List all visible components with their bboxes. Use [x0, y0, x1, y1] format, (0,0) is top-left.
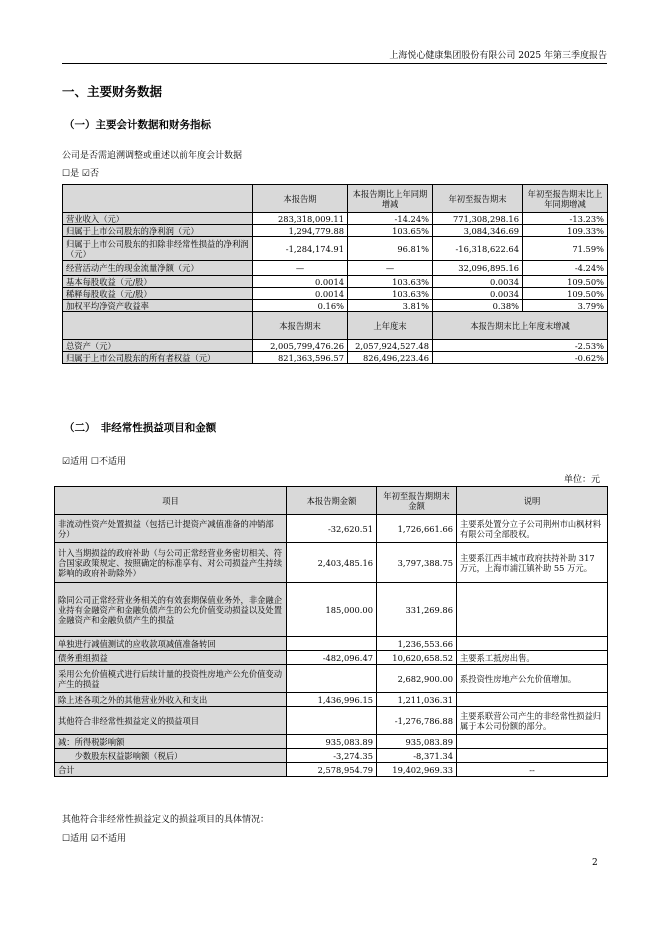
cell-note — [457, 735, 608, 749]
header-title: 上海悦心健康集团股份有限公司 2025 年第三季度报告 — [389, 51, 607, 61]
unit-label: 单位：元 — [564, 475, 601, 485]
row-label: 减：所得税影响额 — [55, 735, 287, 749]
row-label: 债务重组损益 — [55, 651, 287, 665]
cell-value: -0.62% — [433, 352, 608, 364]
cell-note: -- — [457, 763, 608, 777]
cell-value: 3,797,388.75 — [377, 543, 457, 583]
cell-value: 109.50% — [523, 288, 608, 300]
cell-value — [287, 707, 377, 735]
table-row — [63, 261, 608, 276]
key-financial-table — [62, 184, 608, 364]
cell-note: 主要系工抵房出售。 — [457, 651, 608, 665]
cell-value: 32,096,895.16 — [433, 261, 523, 276]
table-header-row — [55, 487, 608, 515]
cell-value: 71.59% — [523, 237, 608, 261]
cell-value: 0.0014 — [253, 288, 348, 300]
subsection-title-key-indicators: （一）主要会计数据和财务指标 — [64, 119, 211, 131]
cell-value: 96.81% — [348, 237, 433, 261]
table-row — [55, 543, 608, 583]
table-row — [55, 651, 608, 665]
row-label: 单独进行减值测试的应收款项减值准备转回 — [55, 637, 287, 651]
cell-value: 109.50% — [523, 276, 608, 288]
row-label: 采用公允价值模式进行后续计量的投资性房地产公允价值变动产生的损益 — [55, 665, 287, 693]
cell-value: -8,371.34 — [377, 749, 457, 763]
row-label: 经营活动产生的现金流量净额（元） — [63, 261, 253, 276]
cell-note: 系投资性房地产公允价值增加。 — [457, 665, 608, 693]
header-cell: 年初至报告期末 — [433, 185, 523, 213]
restate-options: ☐是 ☑否 — [62, 169, 99, 179]
applicable-options: ☑适用 ☐不适用 — [62, 457, 126, 467]
restate-question: 公司是否需追溯调整或重述以前年度会计数据 — [62, 151, 243, 161]
cell-value: -32,620.51 — [287, 515, 377, 543]
cell-value: 0.0034 — [433, 288, 523, 300]
cell-value: 2,682,900.00 — [377, 665, 457, 693]
table-row — [55, 735, 608, 749]
table-row — [63, 300, 608, 312]
cell-value: 109.33% — [523, 225, 608, 237]
table-row — [55, 693, 608, 707]
row-label: 少数股东权益影响额（税后） — [55, 749, 287, 763]
row-label: 计入当期损益的政府补助（与公司正常经营业务密切相关、符合国家政策规定、按照确定的标准享有、对公司损益产生持续影响的政府补助除外） — [55, 543, 287, 583]
cell-value: 10,620,658.52 — [377, 651, 457, 665]
cell-value: 2,403,485.16 — [287, 543, 377, 583]
cell-value: 19,402,969.33 — [377, 763, 457, 777]
header-cell: 项目 — [55, 487, 287, 515]
row-label: 总资产（元） — [63, 340, 253, 352]
cell-note — [457, 749, 608, 763]
cell-value: 283,318,009.11 — [253, 213, 348, 225]
row-label: 非流动性资产处置损益（包括已计提资产减值准备的冲销部分） — [55, 515, 287, 543]
row-label: 加权平均净资产收益率 — [63, 300, 253, 312]
cell-value: -4.24% — [523, 261, 608, 276]
cell-value: 1,436,996.15 — [287, 693, 377, 707]
header-cell: 本报告期 — [253, 185, 348, 213]
cell-value: -2.53% — [433, 340, 608, 352]
cell-value: — — [253, 261, 348, 276]
header-cell: 年初至报告期期末金额 — [377, 487, 457, 515]
cell-note: 主要系江西丰城市政府扶持补助 317 万元，上海市浦江镇补助 55 万元。 — [457, 543, 608, 583]
header-cell: 本报告期末比上年度末增减 — [433, 312, 608, 340]
cell-note: 主要系联营公司产生的非经常性损益归属于本公司份额的部分。 — [457, 707, 608, 735]
header-cell: 上年度末 — [348, 312, 433, 340]
header-cell — [63, 312, 253, 340]
cell-value: 1,211,036.31 — [377, 693, 457, 707]
cell-value: 2,057,924,527.48 — [348, 340, 433, 352]
other-applicable-options: ☐适用 ☑不适用 — [62, 834, 126, 844]
cell-value: -16,318,622.64 — [433, 237, 523, 261]
cell-value: 935,083.89 — [287, 735, 377, 749]
cell-value: 0.0014 — [253, 276, 348, 288]
table-row — [63, 276, 608, 288]
table-row — [55, 637, 608, 651]
table-row — [55, 665, 608, 693]
header-cell: 说明 — [457, 487, 608, 515]
table-row — [63, 237, 608, 261]
cell-value: 826,496,223.46 — [348, 352, 433, 364]
table-header-row — [63, 312, 608, 340]
row-label: 其他符合非经常性损益定义的损益项目 — [55, 707, 287, 735]
table-row — [63, 352, 608, 364]
cell-value: 821,363,596.57 — [253, 352, 348, 364]
header-cell: 本报告期金额 — [287, 487, 377, 515]
cell-value: 331,269.86 — [377, 583, 457, 637]
cell-value: 103.65% — [348, 225, 433, 237]
cell-value: -482,096.47 — [287, 651, 377, 665]
cell-value: 0.0034 — [433, 276, 523, 288]
cell-value: -3,274.35 — [287, 749, 377, 763]
table-row — [55, 749, 608, 763]
table-row — [55, 583, 608, 637]
cell-value: -14.24% — [348, 213, 433, 225]
row-label: 归属于上市公司股东的所有者权益（元） — [63, 352, 253, 364]
table-row — [55, 515, 608, 543]
cell-value: 1,294,779.88 — [253, 225, 348, 237]
cell-value — [287, 665, 377, 693]
row-label: 除同公司正常经营业务相关的有效套期保值业务外，非金融企业持有金融资产和金融负债产生的公允价值变动损益以及处置金融资产和金融负债产生的损益 — [55, 583, 287, 637]
row-label: 营业收入（元） — [63, 213, 253, 225]
cell-note — [457, 583, 608, 637]
page-number: 2 — [592, 858, 598, 868]
table-row — [63, 213, 608, 225]
cell-value: 103.63% — [348, 276, 433, 288]
cell-value: — — [348, 261, 433, 276]
table-row-total — [55, 763, 608, 777]
cell-value: 0.38% — [433, 300, 523, 312]
row-label: 稀释每股收益（元/股） — [63, 288, 253, 300]
table-row — [63, 225, 608, 237]
cell-value: 3.79% — [523, 300, 608, 312]
subsection-title-non-recurring: （二） 非经常性损益项目和金额 — [64, 422, 217, 434]
header-cell: 本报告期末 — [253, 312, 348, 340]
cell-note: 主要系处置分立子公司荆州市山枫材料有限公司全部股权。 — [457, 515, 608, 543]
header-cell: 本报告期比上年同期增减 — [348, 185, 433, 213]
table-header-row — [63, 185, 608, 213]
cell-value: -13.23% — [523, 213, 608, 225]
cell-value: 935,083.89 — [377, 735, 457, 749]
cell-value: 3.81% — [348, 300, 433, 312]
cell-value — [287, 637, 377, 651]
cell-note — [457, 637, 608, 651]
header-cell: 年初至报告期末比上年同期增减 — [523, 185, 608, 213]
cell-value: 103.63% — [348, 288, 433, 300]
non-recurring-table — [54, 486, 608, 777]
table-row — [55, 707, 608, 735]
cell-value: 1,726,661.66 — [377, 515, 457, 543]
table-row — [63, 340, 608, 352]
cell-value: 3,084,346.69 — [433, 225, 523, 237]
row-label: 归属于上市公司股东的扣除非经常性损益的净利润（元） — [63, 237, 253, 261]
cell-value: 1,236,553.66 — [377, 637, 457, 651]
cell-value: 771,308,298.16 — [433, 213, 523, 225]
row-label: 除上述各项之外的其他营业外收入和支出 — [55, 693, 287, 707]
table-row — [63, 288, 608, 300]
row-label: 基本每股收益（元/股） — [63, 276, 253, 288]
cell-value: 185,000.00 — [287, 583, 377, 637]
cell-value: 0.16% — [253, 300, 348, 312]
row-label: 合计 — [55, 763, 287, 777]
row-label: 归属于上市公司股东的净利润（元） — [63, 225, 253, 237]
page-header — [62, 39, 607, 64]
cell-value: -1,276,786.88 — [377, 707, 457, 735]
cell-value: 2,578,954.79 — [287, 763, 377, 777]
cell-value: 2,005,799,476.26 — [253, 340, 348, 352]
section-title-financial-data: 一、主要财务数据 — [62, 84, 163, 99]
cell-value: -1,284,174.91 — [253, 237, 348, 261]
cell-note — [457, 693, 608, 707]
other-items-text: 其他符合非经常性损益定义的损益项目的具体情况： — [62, 815, 270, 825]
header-cell — [63, 185, 253, 213]
